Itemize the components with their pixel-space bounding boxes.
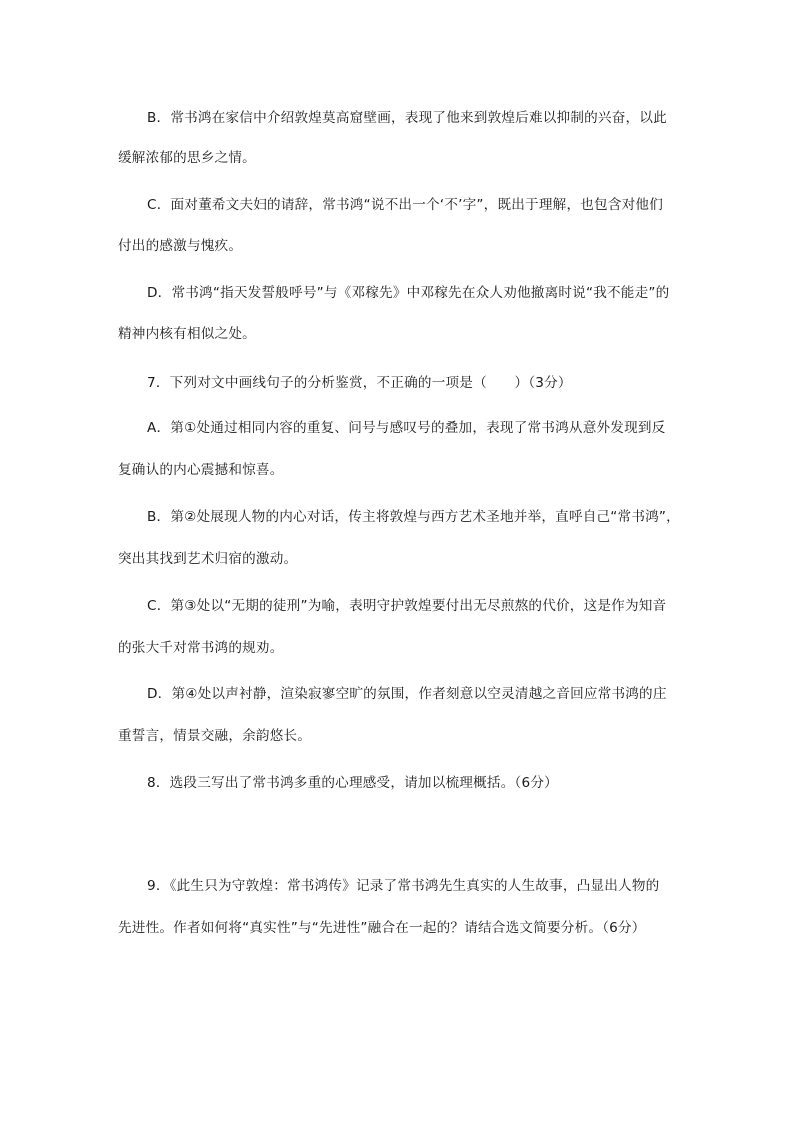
option-7b-line-1: B．第②处展现人物的内心对话，传主将敦煌与西方艺术圣地并举，直呼自己“常书鸿”，: [147, 509, 680, 525]
option-6d-line-1: D．常书鸿“指天发誓般呼号”与《邓稼先》中邓稼先在众人劝他撤离时说“我不能走”的: [147, 285, 670, 301]
option-7a-line-2: 复确认的内心震撼和惊喜。: [118, 462, 284, 478]
option-6c-line-1: C．面对董希文夫妇的请辞，常书鸿“说不出一个‘不’字”，既出于理解，也包含对他们: [147, 197, 663, 213]
option-6b-line-2: 缓解浓郁的思乡之情。: [118, 150, 256, 166]
option-6d-line-2: 精神内核有相似之处。: [118, 326, 256, 342]
option-7d-line-1: D．第④处以声衬静，渲染寂寥空旷的氛围，作者刻意以空灵清越之音回应常书鸿的庄: [147, 686, 667, 702]
option-6c-line-2: 付出的感激与愧疚。: [118, 238, 243, 254]
option-7a-line-1: A．第①处通过相同内容的重复、问号与感叹号的叠加，表现了常书鸿从意外发现到反: [147, 420, 666, 436]
question-8: 8．选段三写出了常书鸿多重的心理感受，请加以梳理概括。（6分）: [147, 775, 558, 791]
option-7c-line-2: 的张大千对常书鸿的规劝。: [118, 640, 284, 656]
question-9-line-1: 9．《此生只为守敦煌：常书鸿传》记录了常书鸿先生真实的人生故事，凸显出人物的: [147, 878, 660, 894]
option-6b-line-1: B．常书鸿在家信中介绍敦煌莫高窟壁画，表现了他来到敦煌后难以抑制的兴奋，以此: [147, 110, 667, 126]
option-7d-line-2: 重誓言，情景交融，余韵悠长。: [118, 728, 312, 744]
question-7: 7．下列对文中画线句子的分析鉴赏，不正确的一项是（ ）（3分）: [147, 375, 572, 391]
option-7c-line-1: C．第③处以“无期的徒刑”为喻，表明守护敦煌要付出无尽煎熬的代价，这是作为知音: [147, 598, 667, 614]
question-9-line-2: 先进性。作者如何将“真实性”与“先进性”融合在一起的？请结合选文简要分析。（6分）: [118, 920, 646, 936]
option-7b-line-2: 突出其找到艺术归宿的激动。: [118, 551, 298, 567]
